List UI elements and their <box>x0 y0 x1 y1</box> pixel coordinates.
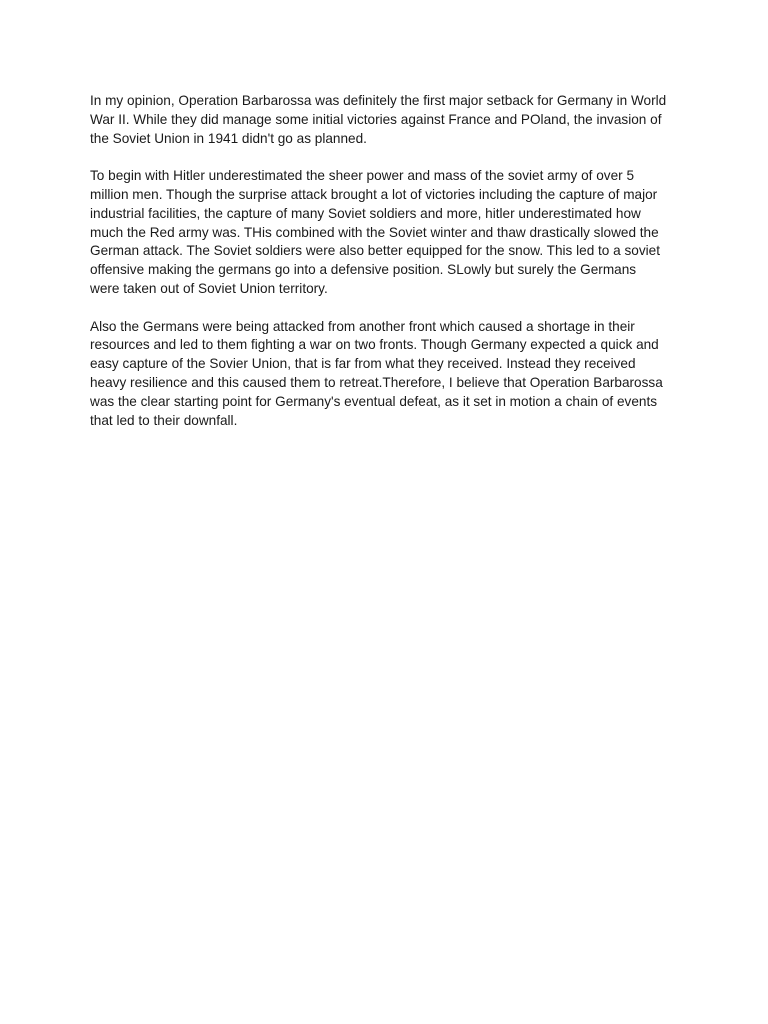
text-line: the Soviet Union in 1941 didn't go as planned. <box>90 130 367 146</box>
text-line: easy capture of the Sovier Union, that is far from what they received. Instead they received <box>90 356 636 372</box>
text-line: Also the Germans were being attacked from another front which caused a shortage in their <box>90 318 635 334</box>
text-line: much the Red army was. THis combined with the Soviet winter and thaw drastically slowed the <box>90 224 659 240</box>
text-line: War II. While they did manage some initial victories against France and POland, the invasion of <box>90 111 662 127</box>
text-line: offensive making the germans go into a defensive position. SLowly but surely the Germans <box>90 262 637 278</box>
paragraph-3 <box>90 318 690 431</box>
paragraph-2 <box>90 167 690 299</box>
text-line: To begin with Hitler underestimated the sheer power and mass of the soviet army of over 5 <box>90 168 635 184</box>
document-body <box>90 92 690 449</box>
text-line: resources and led to them fighting a war on two fronts. Though Germany expected a quick and <box>90 337 659 353</box>
text-line: industrial facilities, the capture of many Soviet soldiers and more, hitler underestimated how <box>90 205 641 221</box>
paragraph-1 <box>90 92 690 148</box>
text-line: was the clear starting point for Germany's eventual defeat, as it set in motion a chain of events <box>90 393 658 409</box>
text-line: In my opinion, Operation Barbarossa was definitely the first major setback for Germany in World <box>90 93 667 108</box>
text-line: were taken out of Soviet Union territory. <box>90 280 328 296</box>
text-line: that led to their downfall. <box>90 412 238 428</box>
text-line: German attack. The Soviet soldiers were also better equipped for the snow. This led to a soviet <box>90 243 660 259</box>
text-line: million men. Though the surprise attack brought a lot of victories including the capture of major <box>90 186 658 202</box>
text-line: heavy resilience and this caused them to retreat.Therefore, I believe that Operation Barbarossa <box>90 374 663 390</box>
